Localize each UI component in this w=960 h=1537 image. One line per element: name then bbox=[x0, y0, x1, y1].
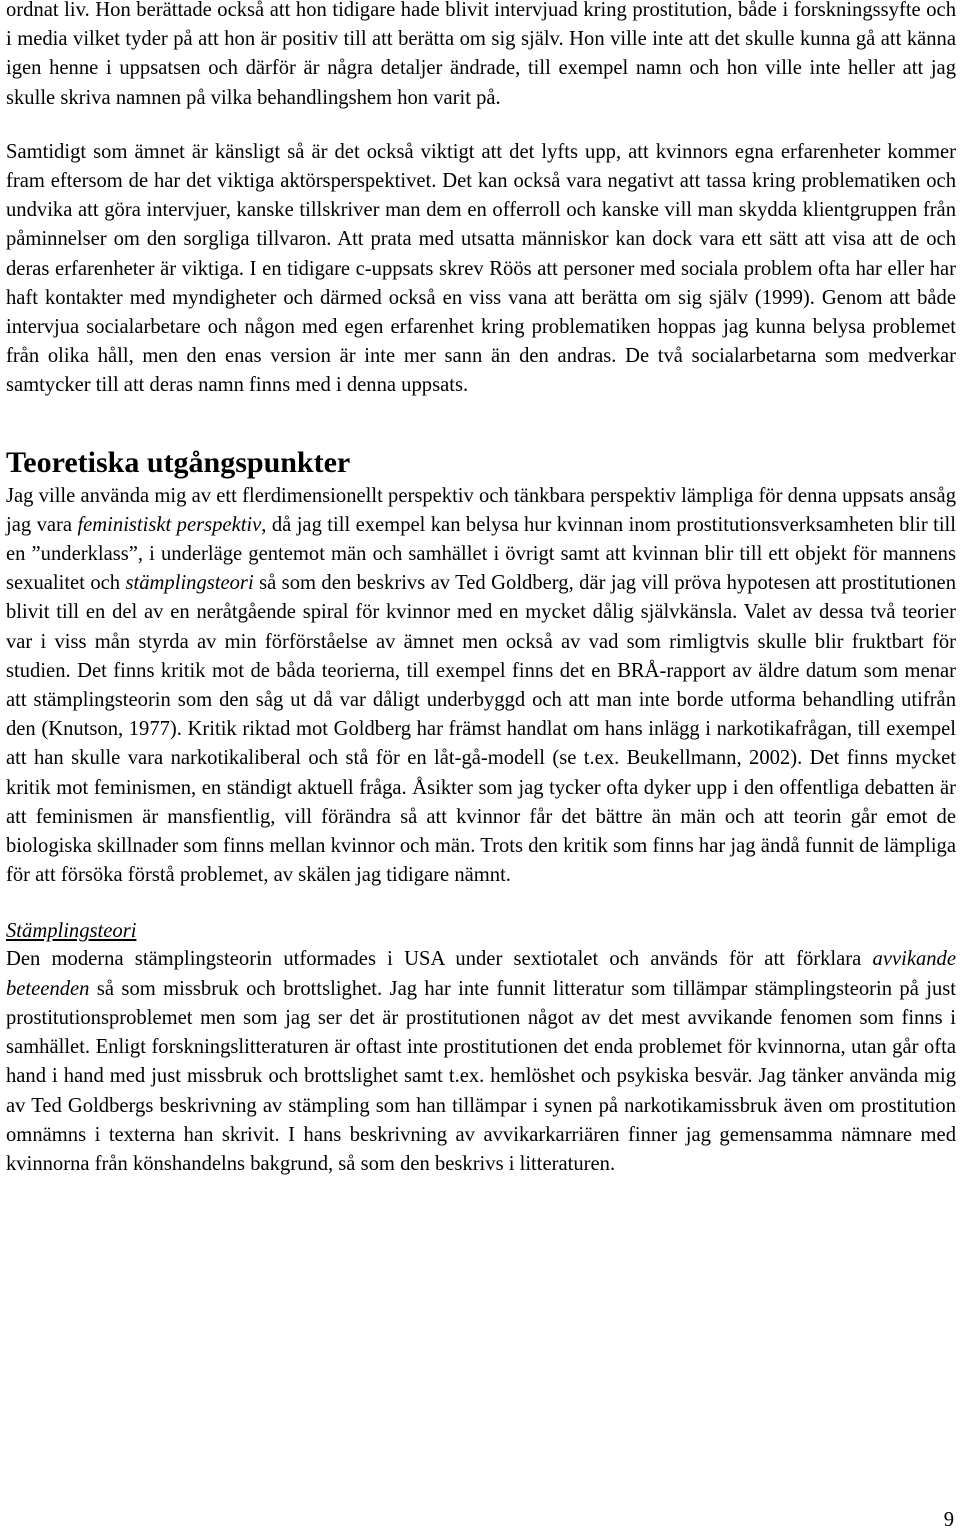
italic-term: stämplingsteori bbox=[125, 572, 254, 595]
text-segment: så som missbruk och brottslighet. Jag har inte funnit litteratur som tillämpar stämplingsteorin på just prostitutionsproblemet men som jag ser det är prostitutionen något av det mest avvikande fenomen som finns i samhället. Enligt forskningslitteraturen är oftast inte prostitutionen det enda problemet för kvinnorna, utan går ofta hand i hand med just missbruk och brottslighet samt t.ex. hemlöshet och psykiska besvär. Jag tänker använda mig av Ted Goldbergs beskrivning av stämpling som han tillämpar i synen på narkotikamissbruk även om prostitution omnämns i texterna han skrivit. I hans beskrivning av avvikarkarriären finner jag gemensamma nämnare med kvinnorna från könshandelns bakgrund, så som den beskrivs i litteraturen. bbox=[6, 977, 956, 1175]
italic-term: feministiskt perspektiv bbox=[77, 513, 262, 536]
page-number: 9 bbox=[943, 1509, 954, 1531]
paragraph-interview-consent bbox=[6, 0, 956, 113]
paragraph-sensitive-topic bbox=[6, 138, 956, 401]
text-segment: Den moderna stämplingsteorin utformades i USA under sextiotalet och används för att förklara bbox=[6, 948, 873, 971]
text-segment: Samtidigt som ämnet är känsligt så är det också viktigt att det lyfts upp, att kvinnors egna erfarenheter kommer fram eftersom de har det viktiga aktörsperspektivet. Det kan också vara negativt att tassa kring problematiken och undvika att göra intervjuer, kanske tillskriver man dem en offerroll och kanske vill man skydda klientgruppen från påminnelser om den sorgliga tillvaron. Att prata med utsatta människor kan dock vara ett sätt att visa att de och deras erfarenheter är viktiga. I en tidigare c-uppsats skrev Röös att personer med sociala problem ofta har eller har haft kontakter med myndigheter och därmed också en viss vana att berätta om sig själv (1999). Genom att både intervjua socialarbetare och någon med egen erfarenhet kring problematiken hoppas jag kunna belysa problemet från olika håll, men den enas version är inte mer sann än den andras. De två socialarbetarna som medverkar samtycker till att deras namn finns med i denna uppsats. bbox=[6, 140, 956, 397]
heading-theoretical-starting-points: Teoretiska utgångspunkter bbox=[6, 445, 351, 479]
heading-labeling-theory: Stämplingsteori bbox=[6, 920, 137, 943]
italic-term: avvikande beteenden bbox=[6, 948, 956, 1000]
text-segment: , då jag till exempel kan belysa hur kvinnan inom prostitutionsverksamheten blir till en ”underklass”, i underläge gentemot män och samhället i övrigt samt att kvinnan blir till ett objekt för mannens sexualitet och bbox=[6, 513, 956, 595]
document-page bbox=[6, 0, 956, 1179]
text-segment: ordnat liv. Hon berättade också att hon tidigare hade blivit intervjuad kring prostitution, både i forskningssyfte och i media vilket tyder på att hon är positiv till att berätta om sig själv. Hon ville inte att det skulle kunna gå att känna igen henne i uppsatsen och därför är några detaljer ändrade, till exempel namn och hon ville inte heller att jag skulle skriva namnen på vilka behandlingshem hon varit på. bbox=[6, 0, 956, 109]
paragraph-labeling-theory bbox=[6, 945, 956, 1179]
paragraph-theory-choice bbox=[6, 482, 956, 891]
text-segment: så som den beskrivs av Ted Goldberg, där jag vill pröva hypotesen att prostitutionen blivit till en del av en neråtgående spiral för kvinnor med en mycket dålig självkänsla. Valet av dessa två teorier var i viss mån styrda av min förförståelse av ämnet men också av vad som rimligtvis skulle blir fruktbart för studien. Det finns kritik mot de båda teorierna, till exempel finns det en BRÅ-rapport av äldre datum som menar att stämplingsteorin som den såg ut då var dåligt underbyggd och att man inte borde utforma behandling utifrån den (Knutson, 1977). Kritik riktad mot Goldberg har främst handlat om hans inlägg i narkotikafrågan, till exempel att han skulle vara narkotikaliberal och stå för en låt-gå-modell (se t.ex. Beukellmann, 2002). Det finns mycket kritik mot feminismen, en ständigt aktuell fråga. Åsikter som jag tycker ofta dyker upp i den offentliga debatten är att feminismen är mansfientlig, vill förändra så att kvinnor får det bättre än män och att teorin går emot de biologiska skillnader som finns mellan kvinnor och män. Trots den kritik som finns har jag ändå funnit de lämpliga för att försöka förstå problemet, av skälen jag tidigare nämnt. bbox=[6, 572, 956, 887]
text-segment: Jag ville använda mig av ett flerdimensionellt perspektiv och tänkbara perspektiv lämpliga för denna uppsats ansåg jag vara bbox=[6, 484, 956, 536]
